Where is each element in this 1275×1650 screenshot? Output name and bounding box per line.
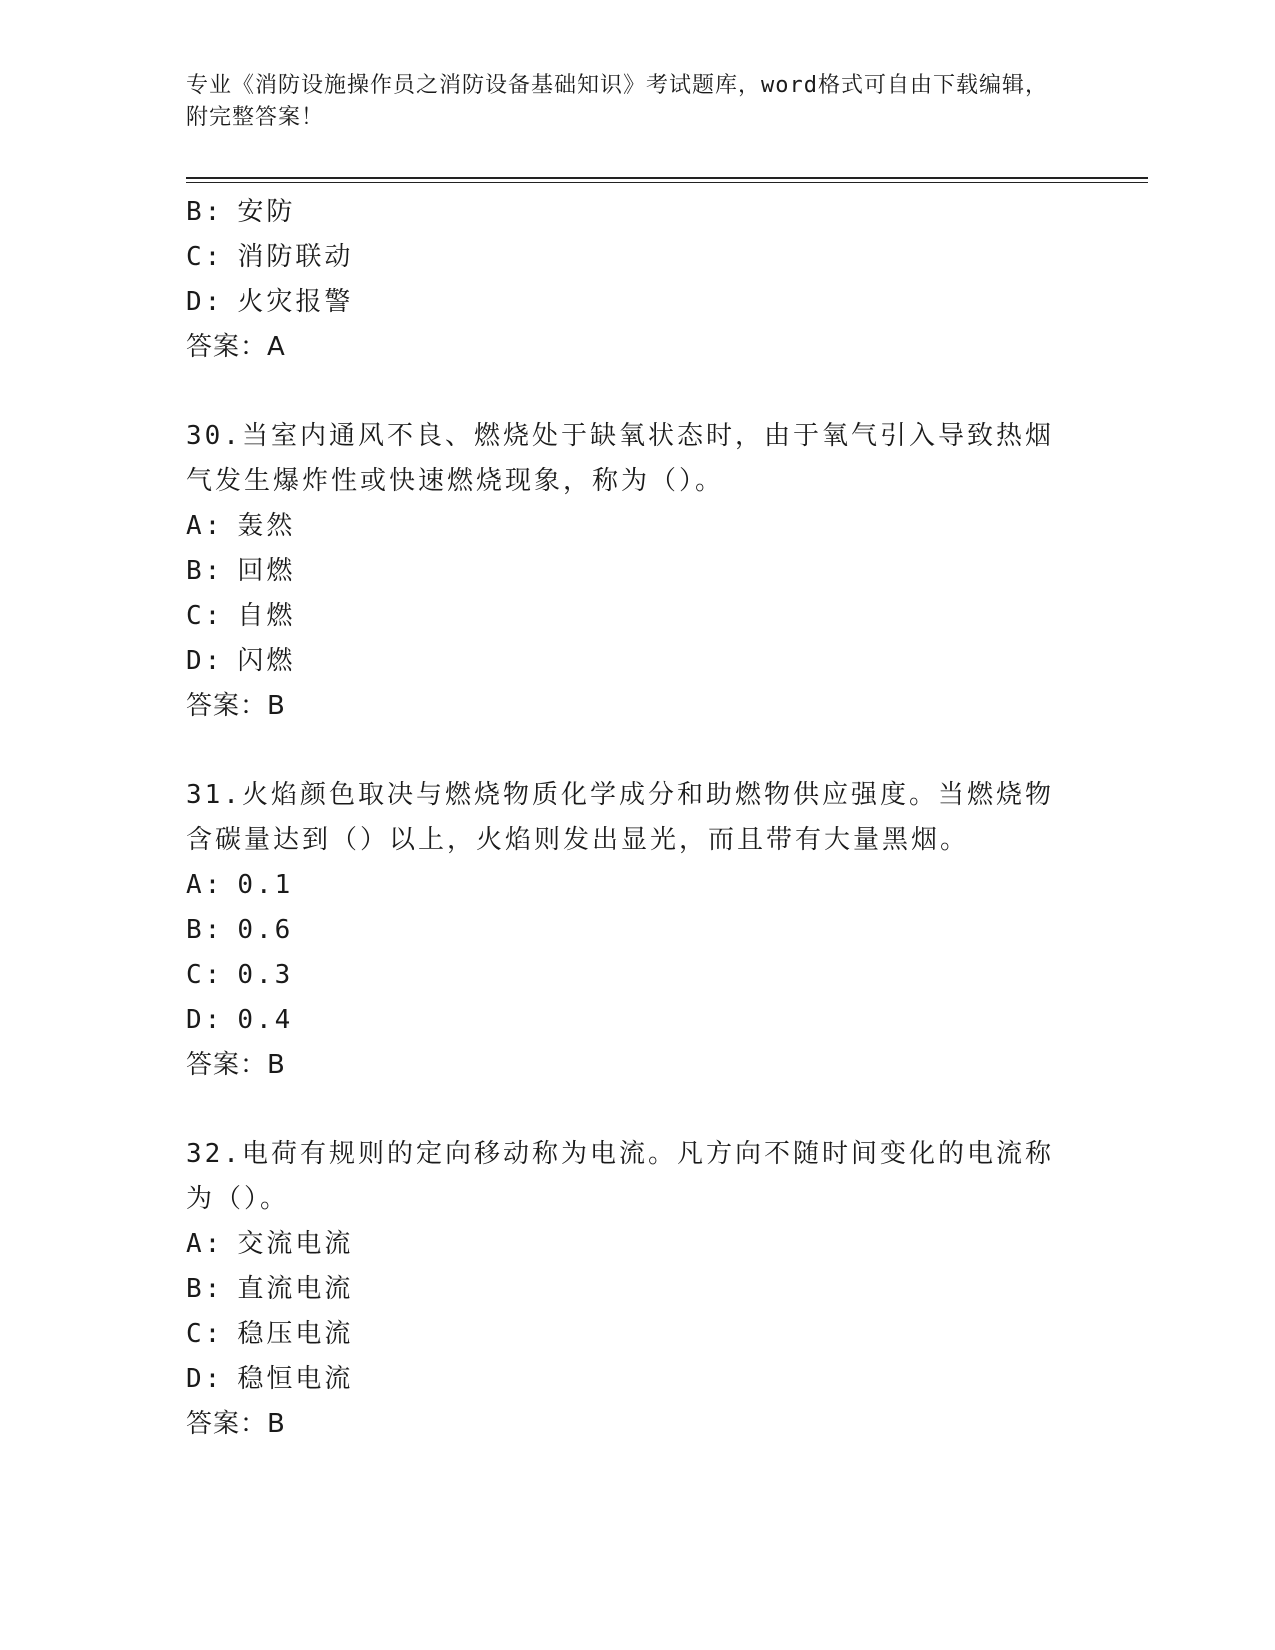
- answer-line: 答案：B: [186, 1409, 286, 1439]
- option-d: D: 0.4: [186, 1005, 294, 1035]
- question-stem: 32.电荷有规则的定向移动称为电流。凡方向不随时间变化的电流称为（）。: [186, 1139, 1054, 1214]
- option-c: C: 自燃: [186, 601, 296, 631]
- option-c: C: 0.3: [186, 960, 294, 990]
- document-header: 专业《消防设施操作员之消防设备基础知识》考试题库，word格式可自由下载编辑，附完整答案！: [186, 73, 1048, 130]
- answer-line: 答案：A: [186, 332, 286, 362]
- answer-line: 答案：B: [186, 1050, 286, 1080]
- question-block: [186, 773, 1086, 1088]
- option-d: D: 稳恒电流: [186, 1364, 354, 1394]
- option-a: A: 交流电流: [186, 1229, 354, 1259]
- option-c: C: 消防联动: [186, 242, 354, 272]
- header-divider: [186, 177, 1148, 179]
- question-stem: 31.火焰颜色取决与燃烧物质化学成分和助燃物供应强度。当燃烧物含碳量达到（）以上，火焰则发出显光，而且带有大量黑烟。: [186, 780, 1054, 855]
- option-b: B: 0.6: [186, 915, 294, 945]
- option-d: D: 火灾报警: [186, 287, 354, 317]
- previous-question-tail: [186, 190, 1086, 370]
- header-divider-thin: [186, 182, 1148, 183]
- question-stem: 30.当室内通风不良、燃烧处于缺氧状态时，由于氧气引入导致热烟气发生爆炸性或快速燃烧现象，称为（）。: [186, 421, 1054, 496]
- question-list: [186, 190, 1086, 1447]
- option-d: D: 闪燃: [186, 646, 296, 676]
- option-c: C: 稳压电流: [186, 1319, 354, 1349]
- question-block: [186, 414, 1086, 729]
- option-b: B: 回燃: [186, 556, 296, 586]
- option-a: A: 轰然: [186, 511, 296, 541]
- answer-line: 答案：B: [186, 691, 286, 721]
- option-b: B: 安防: [186, 197, 296, 227]
- option-b: B: 直流电流: [186, 1274, 354, 1304]
- question-block: [186, 1132, 1086, 1447]
- option-a: A: 0.1: [186, 870, 294, 900]
